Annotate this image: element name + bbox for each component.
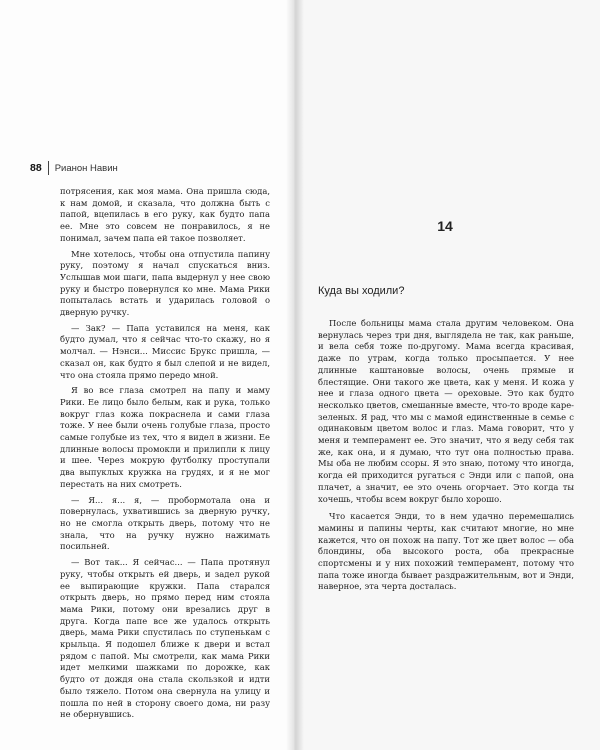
running-head [30, 161, 118, 175]
running-head-divider [48, 161, 49, 175]
book-gutter [286, 0, 304, 750]
paragraph: После больницы мама стала другим человеком. Она вернулась через три дня, выглядела не так, как раньше, и вела себя тоже по-другому. Мама всегда красивая, даже по утрам, когда только просыпается. У нее длинные каштановые волосы, очень прямые и блестящие. Они такого же цвета, как у меня. И кожа у нее и глаза одного цвета — ореховые. Это как будто несколько цветов, смешанные вместе, что-то вроде каре-зеленых. Я рад, что мы с мамой единственные в семье с одинаковым цветом волос и глаз. Мама говорит, что у меня и темперамент ее. Это значит, что я веду себя так же, как она, и я думаю, что тут она полностью права. Мы оба не любим ссоры. Я это знаю, потому что иногда, когда ей приходится ругаться с Энди или с папой, она плачет, а значит, ее это очень огорчает. Это когда ты хочешь, чтобы всем вокруг было хорошо. [318, 318, 574, 504]
right-text-column [318, 318, 574, 593]
left-text-column [60, 186, 270, 721]
paragraph: — Вот так... Я сейчас... — Папа протянул руку, чтобы открыть ей дверь, и задел рукой ее выпирающие кружки. Папа старался открыть дверь, но прямо перед ним стояла мама Рики, потому они врезались друг в друга. Когда папе все же удалось открыть дверь, мама Рики спустилась по ступенькам с крыльца. Я подошел ближе к двери и встал рядом с папой. Мы смотрели, как мама Рики идет мелкими шажками по дорожке, как будто от дождя она стала скользкой и идти было тяжело. Потом она свернула на улицу и пошла по ней в сторону своего дома, ни разу не обернувшись. [60, 557, 270, 720]
paragraph: — Зак? — Папа уставился на меня, как будто думал, что я сейчас что-то скажу, но я молчал. — Нэнси... Миссис Брукс пришла, — сказал он, как будто я был слепой и не видел, что она стояла прямо передо мной. [60, 322, 270, 380]
paragraph: Я во все глаза смотрел на папу и маму Рики. Ее лицо было белым, как и рука, только вокруг глаз кожа покраснела и сами глаза тоже. У нее были очень голубые глаза, просто самые голубые из тех, что я видел в жизни. Ее длинные волосы промокли и прилипли к лицу и шее. Через мокрую футболку проступали два выпуклых кружка на грудях, и я не мог перестать на них смотреть. [60, 385, 270, 489]
chapter-number: 14 [437, 218, 453, 234]
author-name: Рианон Навин [54, 162, 118, 174]
chapter-title: Куда вы ходили? [318, 285, 405, 297]
paragraph: Что касается Энди, то в нем удачно перемешались мамины и папины черты, как считают многие, но мне кажется, что он похож на папу. Тот же цвет волос — оба блондины, оба высокого роста, оба прекрасные спортсмены и у них похожий темперамент, потому что папа тоже иногда бывает раздражительным, вот и Энди, наверное, эта черта досталась. [318, 511, 574, 592]
page-number: 88 [30, 162, 42, 174]
paragraph: потрясения, как моя мама. Она пришла сюда, к нам домой, и сказала, что должна быть с папой, вцепилась в его руку, как будто папа ее. Мне это совсем не понравилось, я не понимал, зачем папа ей такое позволяет. [60, 186, 270, 243]
paragraph: Мне хотелось, чтобы она отпустила папину руку, поэтому я начал спускаться вниз. Услышав мои шаги, папа выдернул у нее свою руку и быстро повернулся ко мне. Мама Рики попыталась встать и ударилась головой о дверную ручку. [60, 248, 270, 318]
paragraph: — Я... я... я, — пробормотала она и повернулась, ухватившись за дверную ручку, но не смогла открыть дверь, потому что не знала, что на ручку нужно нажимать посильней. [60, 494, 270, 552]
